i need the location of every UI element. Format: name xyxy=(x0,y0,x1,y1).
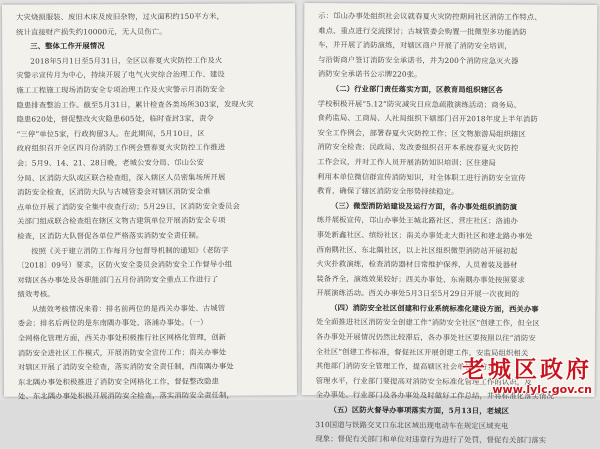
text-line: 消防安全承诺书公示牌220张。 xyxy=(317,69,422,80)
text-line: 按照《关于建立消防工作每月分包督导机制的通知》（老防字 xyxy=(31,245,229,256)
text-line: 处全面推进社区消防安全创建工作“消防安全社区”创建工作，但全区 xyxy=(316,317,540,329)
text-line: 关部门组成联合检查组在辖区文物古建筑单位开展消防安全专项 xyxy=(17,215,226,227)
text-line: 其他部门消防安全管理工作，提高辖区社会单位消防安全 xyxy=(315,361,503,372)
text-line: 各办事处开展情况仍然比较滞后，各办事处社区要按照以往“消防安 xyxy=(316,332,536,343)
text-line: 利用本单位微信群宣传消防知识，对全体职工进行消防安全宣传 xyxy=(317,171,526,183)
text-line: 点单位开展了消防安全集中夜查行动；5月29日，区消防安全委员会 xyxy=(17,201,240,212)
text-line: 消防安全检查，区消防大队与古城管委会对辖区消防安全重 xyxy=(16,186,211,197)
text-line: 工作会议，并对工作人员开展消防知识培训；区住建局 xyxy=(317,157,497,168)
text-line: 现象；督促有关部门和单位对违章行为进行了处罚，督促有关部门落实 xyxy=(315,434,547,445)
text-line: 事处新鑫社区、缤纷社区；南关办事处北大街社区和建北路办事处 xyxy=(316,229,533,241)
text-line: 〔2018〕09号）要求，区防火安全委员会消防安全工作督导小组 xyxy=(17,259,233,270)
text-line: 全社区”创建工作标准，督促社区开展创建工作，安监局组织相关 xyxy=(315,346,529,358)
watermark-url[interactable]: www.lylc.gov.cn xyxy=(492,383,592,396)
text-line: 灾警示宣传月为中心，持续开展了电气火灾综合治理工作、建设 xyxy=(16,69,225,81)
text-line: 三、整体工作开展情况 xyxy=(30,41,105,51)
text-line: 隐患排查整治工作。截至5月31日，累计检查各类场所303家，发现火灾 xyxy=(16,99,254,110)
text-line: 东北隅办事处积极推进了消防安全网格化工作，督促整改隐患 xyxy=(17,376,220,387)
text-line: 学校积极开展“5.12”防灾减灾日应急疏散演练活动；商务局、 xyxy=(317,98,522,110)
site-watermark[interactable] xyxy=(462,357,592,396)
left-page-text xyxy=(16,9,285,404)
text-line: 消防安全检查；民政局、发改委组织召开本系统春夏火灾防控 xyxy=(317,142,519,153)
text-line: （三）微型消防站建设及运行方面，各办事处组织消防演 xyxy=(330,200,518,212)
text-line: 消防安全进社区工作模式，开展消防安全宣传工作；南关办事处 xyxy=(17,347,227,358)
text-line: 全网格化管理方面，西关办事处积极推行社区网格化管理，创新 xyxy=(17,332,227,343)
text-line: 处、东北隅办事处积极开展消防安全检查，落实消防安全责任制， xyxy=(18,390,235,402)
text-line: 对辖区开展了消防安全检查，落实消防安全责任制，西南隅办事处 xyxy=(17,361,234,372)
text-line: 310国道与铁路交叉口东北区域出现电动车在规定区域充电 xyxy=(315,419,509,431)
text-line: 练并展板宣传，邙山办事处王城北路社区、营庄社区；洛浦办 xyxy=(316,215,518,226)
text-line: 检查，区消防大队督促各单位严格落实消防安全责任制。 xyxy=(17,230,204,241)
text-line: 车，并开展了消防演练，对辖区商户开展了消防安全培训， xyxy=(318,40,512,51)
left-document-page xyxy=(2,3,297,402)
text-line: 火灾扑救演练，检查消防器材日常维护保养，人员着装及器材 xyxy=(316,259,518,270)
text-line: （四）消防安全社区创建和行业系统标准化建设方面，西关办事 xyxy=(330,303,539,314)
text-line: 西南隅社区、东北隅社区，以上社区组织微型消防站开展初起 xyxy=(316,244,518,255)
text-line: 教育，确保了辖区消防安全形势持续稳定。 xyxy=(317,186,459,197)
text-line: 示：邙山办事处组织社会议就春夏火灾防控期间社区消防工作特点、 xyxy=(318,11,542,22)
watermark-title: 老城区政府 xyxy=(462,356,592,383)
text-line: 2018年5月1日至5月31日，全区以春夏火灾防控工作及火 xyxy=(30,55,223,66)
text-line: （二）行业部门责任落实方面，区教育局组织辖区各 xyxy=(331,84,504,95)
text-line: 分局、区消防大队或区联合检查组，深入辖区人员密集场所开展 xyxy=(16,172,226,183)
text-line: 委会；排名后两位的是东南隅办事处、洛浦办事处。（一） xyxy=(17,318,208,329)
text-line: 与沿街商户签订消防安全承诺书，并为200个消防应急灭火器 xyxy=(317,54,519,66)
text-line: 全办事处、行业部门及各办事处及时做好工作总结，并将标准化落实情况 xyxy=(315,390,554,402)
text-line: 管理水平，行业部门要提高对消防安全标准化管理工作的认识，及 xyxy=(315,375,532,387)
text-line: 施工工程施工现场消防安全专项治理工作及火灾警示月消防安全 xyxy=(16,84,225,95)
text-line: 食药监局、工商局、人社局组织下辖部门召开2018年度上半年消防 xyxy=(317,113,538,124)
right-document-page xyxy=(302,3,598,445)
text-line: 大灾烧损服装、废旧木床及废旧杂物，过火面积约150平方米， xyxy=(16,11,225,22)
text-line: （五）区防火督导办事项落实方面，5月13日，老城区 xyxy=(329,405,510,416)
text-line: 政府组织召开全区四月份消防工作例会暨春夏火灾防控工作推进 xyxy=(16,142,226,154)
text-line: “三停”单位5家，行政拘留3人。在此期间，5月10日，区 xyxy=(16,128,205,139)
text-line: 会；5月9、14、21、28日晚，老城公安分局、邙山公安 xyxy=(16,157,205,168)
text-line: 统计直接财产损失约10000元，无人员伤亡。 xyxy=(16,26,167,37)
text-line: 对辖区各办事处及各职能部门五月份消防安全重点工作进行了 xyxy=(17,274,219,285)
text-line: 绩效考核。 xyxy=(17,289,55,299)
text-line: 隐患620处，督促整改火灾隐患605处，临时查封3家，责令 xyxy=(16,113,214,124)
text-line: 装备齐全，演练效果较好；西关办事处、东南隅办事处按照要求 xyxy=(316,273,525,285)
text-line: 难点、重点进行交流探讨；古城管委会购置一批微型多功能消防 xyxy=(318,25,527,37)
text-line: 开展演练活动。西关办事处5月3日至5月29日开展一次夜间的 xyxy=(316,288,520,299)
text-line: 从绩效考核情况来看：排名前两位的是西关办事处、古城管 xyxy=(31,303,226,314)
text-line: 安全工作例会，部署春夏火灾防控工作；区文物旅游局组织辖区 xyxy=(317,127,527,139)
